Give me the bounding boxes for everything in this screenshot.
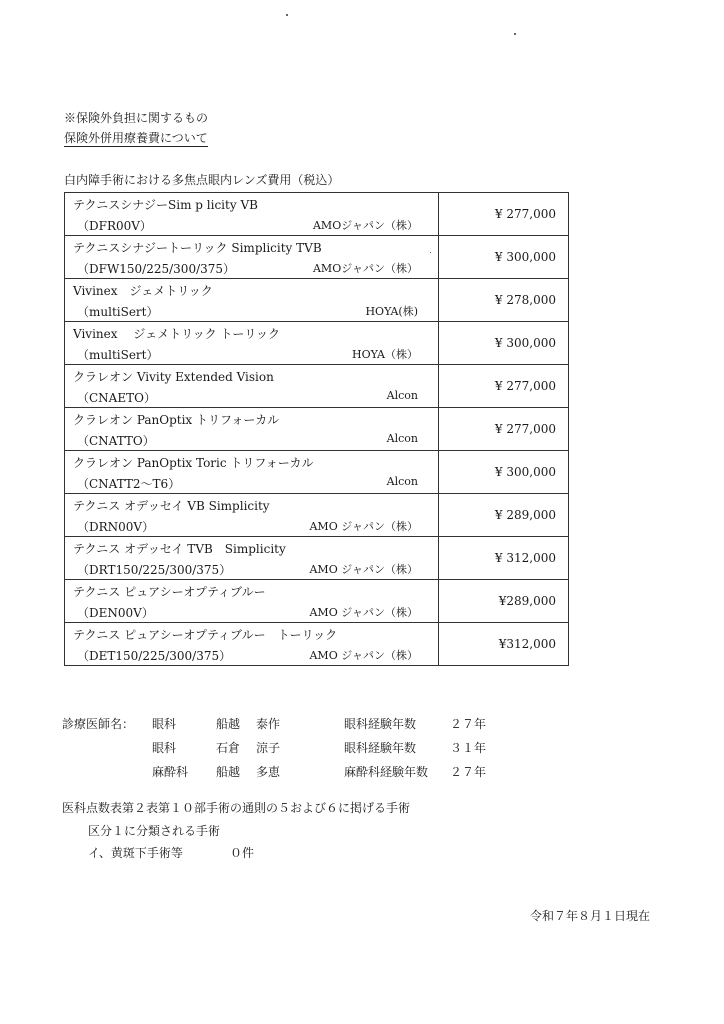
page-title: [64, 130, 208, 146]
lens-description: [65, 408, 439, 451]
lens-price: ¥ 300,000: [439, 322, 569, 365]
table-row: [65, 236, 569, 279]
experience-label: 眼科経験年数: [344, 717, 417, 731]
table-row: [65, 322, 569, 365]
lens-maker: AMOジャパン（株）: [312, 262, 418, 275]
lens-name: テクニスシナジーSim p licity VB: [73, 198, 258, 212]
lens-price: ¥312,000: [439, 623, 569, 666]
lens-code: （DRN00V）: [77, 520, 155, 534]
lens-maker: AMOジャパン（株）: [312, 219, 418, 232]
lens-code: （CNATTO）: [77, 434, 155, 448]
lens-description: [65, 279, 439, 322]
table-row: [65, 623, 569, 666]
lens-maker: Alcon: [386, 389, 418, 402]
lens-description: [65, 537, 439, 580]
lens-code: （CNATT2～T6）: [77, 477, 181, 491]
lens-description: [65, 365, 439, 408]
lens-name: テクニス ピュアシーオプティブルー: [73, 585, 266, 599]
experience-years: ２７年: [450, 765, 487, 779]
doctor-dept: 眼科: [152, 741, 177, 755]
lens-code: （DRT150/225/300/375）: [77, 563, 232, 577]
surgery-category: 区分１に分類される手術: [88, 824, 221, 838]
lens-code: （DFR00V）: [77, 219, 152, 233]
surgery-count: ０件: [230, 846, 255, 860]
lens-name: テクニス ピュアシーオプティブルー トーリック: [73, 628, 338, 642]
lens-fee-table: [64, 192, 569, 666]
lens-description: [65, 193, 439, 236]
doctor-given-name: 涼子: [256, 741, 281, 755]
experience-label: 麻酔科経験年数: [344, 765, 429, 779]
lens-price: ¥ 277,000: [439, 193, 569, 236]
doctor-dept: 眼科: [152, 717, 177, 731]
lens-price: ¥ 300,000: [439, 236, 569, 279]
surgery-heading: 医科点数表第２表第１０部手術の通則の５および６に掲げる手術: [62, 801, 411, 815]
doctor-row: [0, 715, 724, 733]
doctor-surname: 石倉: [216, 741, 241, 755]
scan-speck: [286, 14, 288, 16]
table-row: [65, 451, 569, 494]
lens-name: クラレオン Vivity Extended Vision: [73, 370, 274, 384]
doctor-surname: 船越: [216, 717, 241, 731]
lens-name: テクニス オデッセイ VB Simplicity: [73, 499, 270, 513]
lens-maker: HOYA(株): [365, 305, 418, 318]
surgery-item: イ、黄斑下手術等: [88, 846, 183, 860]
lens-name: テクニスシナジートーリック Simplicity TVB: [73, 241, 322, 255]
doctors-label: 診療医師名：: [62, 717, 135, 731]
table-row: [65, 408, 569, 451]
experience-years: ２７年: [450, 717, 487, 731]
lens-maker: Alcon: [386, 432, 418, 445]
lens-description: [65, 580, 439, 623]
experience-years: ３１年: [450, 741, 487, 755]
header-note: ※保険外負担に関するもの: [64, 111, 209, 125]
lens-maker: Alcon: [386, 475, 418, 488]
table-title: 白内障手術における多焦点眼内レンズ費用（税込）: [64, 173, 340, 187]
lens-price: ¥ 289,000: [439, 494, 569, 537]
lens-code: （multiSert）: [77, 348, 159, 362]
lens-maker: AMO ジャパン（株）: [309, 520, 418, 533]
doctor-surname: 船越: [216, 765, 241, 779]
lens-price: ¥ 300,000: [439, 451, 569, 494]
lens-name: テクニス オデッセイ TVB Simplicity: [73, 542, 286, 556]
lens-description: [65, 236, 439, 279]
lens-name: Vivinex ジェメトリック: [73, 284, 213, 298]
scan-speck: [514, 33, 516, 35]
page-title-text: 保険外併用療養費について: [64, 131, 208, 145]
lens-description: [65, 322, 439, 365]
lens-name: Vivinex ジェメトリック トーリック: [73, 327, 280, 341]
lens-price: ¥ 277,000: [439, 408, 569, 451]
lens-code: （CNAETO）: [77, 391, 156, 405]
lens-maker: HOYA（株）: [352, 348, 418, 361]
doctor-given-name: 多恵: [256, 765, 281, 779]
table-row: [65, 494, 569, 537]
table-row: [65, 537, 569, 580]
lens-maker: AMO ジャパン（株）: [309, 563, 418, 576]
lens-price: ¥ 312,000: [439, 537, 569, 580]
lens-name: クラレオン PanOptix トリフォーカル: [73, 413, 280, 427]
experience-label: 眼科経験年数: [344, 741, 417, 755]
lens-price: ¥ 277,000: [439, 365, 569, 408]
lens-code: （multiSert）: [77, 305, 159, 319]
table-row: [65, 193, 569, 236]
doctor-row: [0, 763, 724, 781]
lens-code: （DEN00V）: [77, 606, 154, 620]
table-row: [65, 279, 569, 322]
lens-maker: AMO ジャパン（株）: [309, 606, 418, 619]
document-date: 令和７年８月１日現在: [530, 909, 651, 923]
lens-price: ¥ 278,000: [439, 279, 569, 322]
lens-description: [65, 494, 439, 537]
lens-description: [65, 623, 439, 666]
doctor-dept: 麻酔科: [152, 765, 189, 779]
lens-name: クラレオン PanOptix Toric トリフォーカル: [73, 456, 314, 470]
lens-code: （DFW150/225/300/375）: [77, 262, 236, 276]
lens-price: ¥289,000: [439, 580, 569, 623]
lens-description: [65, 451, 439, 494]
doctor-given-name: 泰作: [256, 717, 281, 731]
doctor-row: [0, 739, 724, 757]
table-row: [65, 365, 569, 408]
lens-code: （DET150/225/300/375）: [77, 649, 232, 663]
table-row: [65, 580, 569, 623]
lens-maker: AMO ジャパン（株）: [309, 649, 418, 662]
